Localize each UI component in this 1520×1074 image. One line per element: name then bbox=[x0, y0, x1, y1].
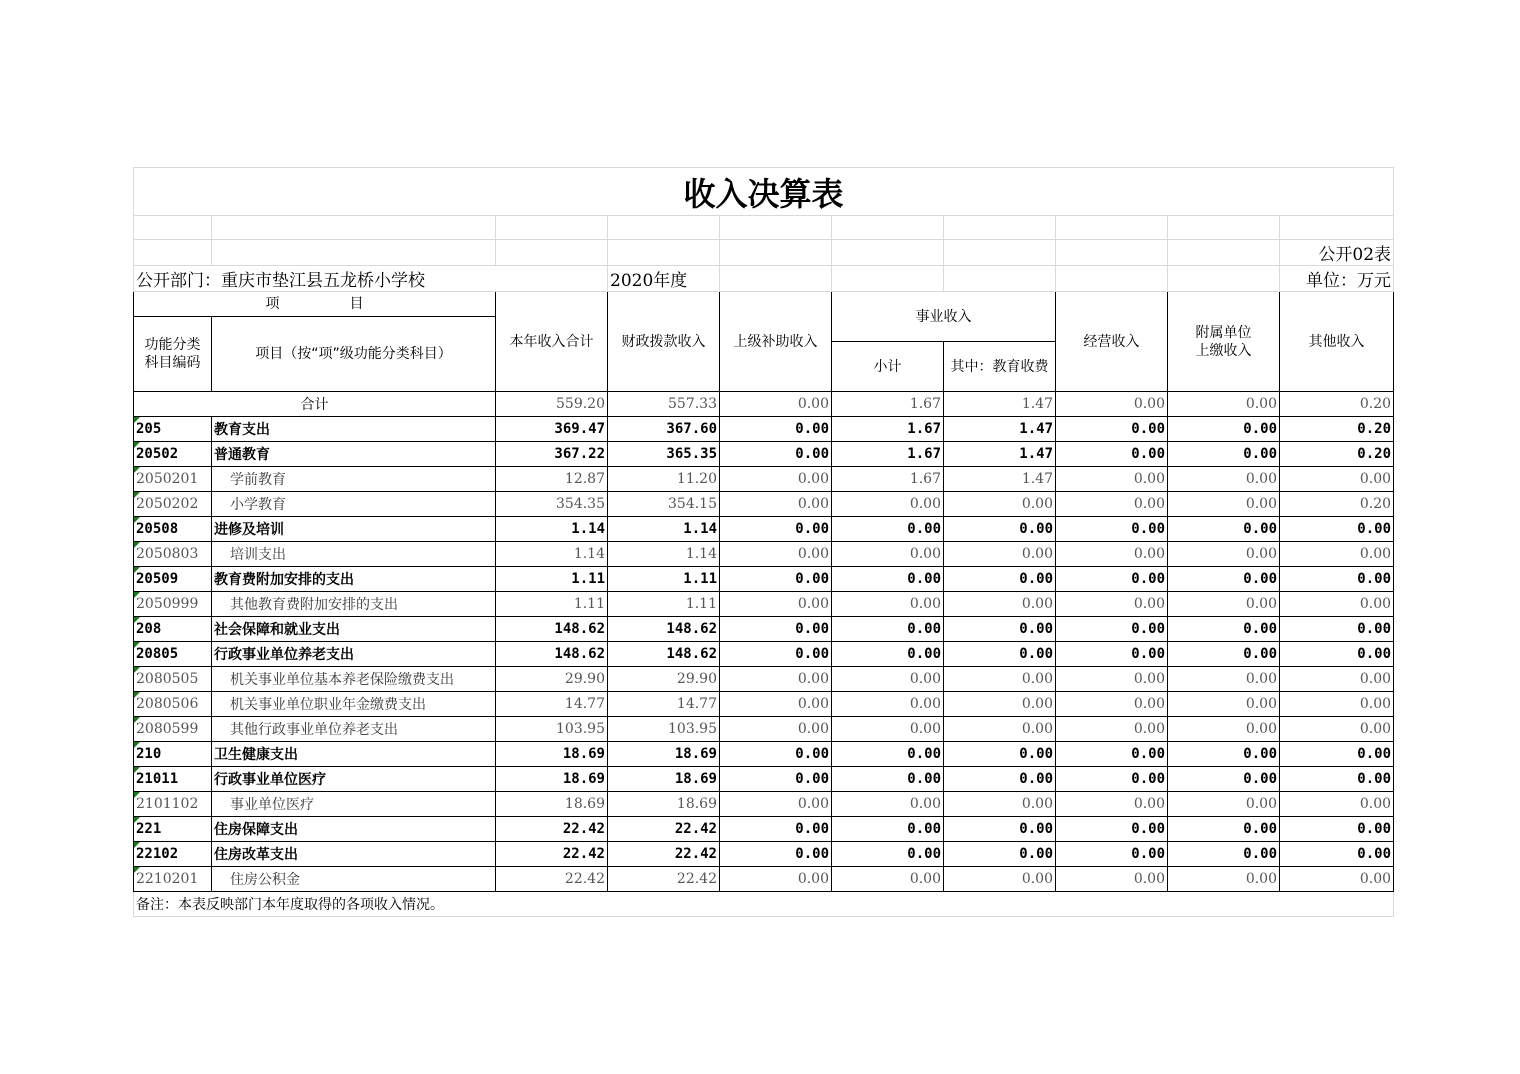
row-cell: 0.00 bbox=[720, 817, 832, 842]
row-cell: 0.00 bbox=[720, 417, 832, 442]
row-cell: 12.87 bbox=[496, 467, 608, 492]
row-cell: 0.00 bbox=[1168, 642, 1280, 667]
table-row bbox=[134, 842, 1394, 867]
header-business: 事业收入 bbox=[832, 292, 1056, 342]
row-cell: 1.14 bbox=[608, 542, 720, 567]
row-cell: 0.00 bbox=[1168, 467, 1280, 492]
row-cell: 29.90 bbox=[496, 667, 608, 692]
row-name: 住房保障支出 bbox=[212, 817, 496, 842]
row-cell: 0.00 bbox=[944, 617, 1056, 642]
row-code bbox=[134, 467, 212, 492]
row-code-text: 20805 bbox=[136, 646, 179, 662]
header-code: 功能分类科目编码 bbox=[134, 317, 212, 392]
row-cell: 0.00 bbox=[1056, 617, 1168, 642]
row-cell: 0.00 bbox=[1280, 517, 1394, 542]
table-row bbox=[134, 617, 1394, 642]
row-cell: 1.11 bbox=[608, 567, 720, 592]
row-code-text: 205 bbox=[136, 421, 162, 437]
row-cell: 0.00 bbox=[944, 642, 1056, 667]
row-code bbox=[134, 567, 212, 592]
row-cell: 0.00 bbox=[1280, 567, 1394, 592]
row-cell: 103.95 bbox=[608, 717, 720, 742]
row-name: 机关事业单位职业年金缴费支出 bbox=[212, 692, 496, 717]
row-cell: 18.69 bbox=[608, 767, 720, 792]
row-cell: 0.00 bbox=[832, 867, 944, 892]
row-cell: 0.00 bbox=[1280, 667, 1394, 692]
row-cell: 0.00 bbox=[832, 767, 944, 792]
row-cell: 0.00 bbox=[1168, 692, 1280, 717]
row-cell: 0.00 bbox=[1168, 792, 1280, 817]
row-cell: 0.00 bbox=[1168, 867, 1280, 892]
cell-marker-icon bbox=[134, 817, 140, 823]
row-cell: 0.00 bbox=[944, 817, 1056, 842]
row-cell: 0.00 bbox=[1056, 792, 1168, 817]
row-code bbox=[134, 642, 212, 667]
row-cell: 0.00 bbox=[720, 442, 832, 467]
row-cell: 22.42 bbox=[608, 867, 720, 892]
row-code-text: 20502 bbox=[136, 446, 179, 462]
table-row bbox=[134, 467, 1394, 492]
row-code-text: 20509 bbox=[136, 571, 179, 587]
row-cell: 0.00 bbox=[1056, 742, 1168, 767]
row-cell: 22.42 bbox=[608, 817, 720, 842]
row-code-text: 21011 bbox=[136, 771, 179, 787]
row-cell: 0.00 bbox=[944, 567, 1056, 592]
row-cell: 0.00 bbox=[832, 617, 944, 642]
row-cell: 0.00 bbox=[720, 717, 832, 742]
row-cell: 0.00 bbox=[944, 717, 1056, 742]
row-cell: 22.42 bbox=[496, 842, 608, 867]
row-cell: 1.11 bbox=[608, 592, 720, 617]
row-cell: 0.00 bbox=[1056, 542, 1168, 567]
row-cell: 0.00 bbox=[832, 492, 944, 517]
row-cell: 148.62 bbox=[496, 617, 608, 642]
row-cell: 0.00 bbox=[1056, 842, 1168, 867]
row-cell: 22.42 bbox=[496, 817, 608, 842]
row-cell: 0.00 bbox=[1056, 767, 1168, 792]
row-cell: 0.00 bbox=[944, 692, 1056, 717]
cell-marker-icon bbox=[134, 717, 140, 723]
row-name: 进修及培训 bbox=[212, 517, 496, 542]
row-cell: 0.00 bbox=[720, 642, 832, 667]
row-name: 行政事业单位医疗 bbox=[212, 767, 496, 792]
row-cell: 0.00 bbox=[944, 667, 1056, 692]
row-cell: 0.00 bbox=[1280, 717, 1394, 742]
row-cell: 0.00 bbox=[1056, 692, 1168, 717]
row-cell: 365.35 bbox=[608, 442, 720, 467]
row-name: 其他行政事业单位养老支出 bbox=[212, 717, 496, 742]
cell-marker-icon bbox=[134, 442, 140, 448]
table-row bbox=[134, 717, 1394, 742]
header-superior: 上级补助收入 bbox=[720, 292, 832, 392]
row-cell: 0.00 bbox=[1168, 617, 1280, 642]
row-cell: 0.00 bbox=[1280, 867, 1394, 892]
row-cell: 0.00 bbox=[944, 492, 1056, 517]
row-code bbox=[134, 717, 212, 742]
row-cell: 0.00 bbox=[944, 742, 1056, 767]
row-cell: 0.00 bbox=[1280, 842, 1394, 867]
total-cell: 1.47 bbox=[944, 392, 1056, 417]
header-total: 本年收入合计 bbox=[496, 292, 608, 392]
row-code bbox=[134, 592, 212, 617]
cell-marker-icon bbox=[134, 792, 140, 798]
row-cell: 11.20 bbox=[608, 467, 720, 492]
row-code-text: 2101102 bbox=[136, 796, 199, 812]
cell-marker-icon bbox=[134, 492, 140, 498]
department-label: 公开部门：重庆市垫江县五龙桥小学校 bbox=[134, 266, 608, 292]
row-cell: 0.00 bbox=[720, 467, 832, 492]
cell-marker-icon bbox=[134, 642, 140, 648]
row-cell: 0.00 bbox=[1168, 717, 1280, 742]
header-subtotal: 小计 bbox=[832, 342, 944, 392]
row-cell: 369.47 bbox=[496, 417, 608, 442]
row-cell: 0.20 bbox=[1280, 492, 1394, 517]
cell-marker-icon bbox=[134, 842, 140, 848]
table-row bbox=[134, 642, 1394, 667]
row-cell: 0.00 bbox=[832, 592, 944, 617]
row-cell: 14.77 bbox=[608, 692, 720, 717]
row-name: 教育支出 bbox=[212, 417, 496, 442]
footnote: 备注：本表反映部门本年度取得的各项收入情况。 bbox=[134, 892, 1394, 917]
row-code bbox=[134, 742, 212, 767]
row-code bbox=[134, 517, 212, 542]
cell-marker-icon bbox=[134, 592, 140, 598]
table-row bbox=[134, 767, 1394, 792]
row-cell: 0.00 bbox=[1056, 717, 1168, 742]
row-name: 普通教育 bbox=[212, 442, 496, 467]
row-cell: 1.14 bbox=[496, 542, 608, 567]
header-operating: 经营收入 bbox=[1056, 292, 1168, 392]
row-cell: 0.00 bbox=[832, 742, 944, 767]
row-cell: 1.14 bbox=[608, 517, 720, 542]
row-cell: 367.22 bbox=[496, 442, 608, 467]
cell-marker-icon bbox=[134, 517, 140, 523]
row-cell: 18.69 bbox=[608, 792, 720, 817]
row-cell: 0.00 bbox=[720, 742, 832, 767]
row-cell: 0.20 bbox=[1280, 442, 1394, 467]
row-cell: 0.00 bbox=[1280, 592, 1394, 617]
unit-label: 单位：万元 bbox=[1280, 266, 1394, 292]
row-code-text: 2080506 bbox=[136, 696, 199, 712]
row-cell: 0.20 bbox=[1280, 417, 1394, 442]
row-code bbox=[134, 792, 212, 817]
row-cell: 0.00 bbox=[1056, 442, 1168, 467]
row-cell: 18.69 bbox=[496, 792, 608, 817]
row-code-text: 2050201 bbox=[136, 471, 199, 487]
row-cell: 0.00 bbox=[1056, 417, 1168, 442]
row-cell: 18.69 bbox=[496, 767, 608, 792]
income-table bbox=[133, 167, 1394, 917]
table-row bbox=[134, 742, 1394, 767]
row-code bbox=[134, 692, 212, 717]
row-cell: 0.00 bbox=[1168, 417, 1280, 442]
row-cell: 0.00 bbox=[1168, 842, 1280, 867]
row-code-text: 210 bbox=[136, 746, 162, 762]
row-cell: 0.00 bbox=[1056, 667, 1168, 692]
page-title: 收入决算表 bbox=[134, 168, 1394, 216]
total-cell: 0.00 bbox=[720, 392, 832, 417]
cell-marker-icon bbox=[134, 742, 140, 748]
row-cell: 18.69 bbox=[608, 742, 720, 767]
table-row bbox=[134, 817, 1394, 842]
row-code bbox=[134, 617, 212, 642]
row-cell: 0.00 bbox=[832, 642, 944, 667]
row-code-text: 2210201 bbox=[136, 871, 199, 887]
row-name: 小学教育 bbox=[212, 492, 496, 517]
row-code-text: 2050803 bbox=[136, 546, 199, 562]
row-cell: 0.00 bbox=[720, 867, 832, 892]
row-code bbox=[134, 867, 212, 892]
cell-marker-icon bbox=[134, 767, 140, 773]
cell-marker-icon bbox=[134, 692, 140, 698]
row-cell: 0.00 bbox=[720, 517, 832, 542]
row-cell: 0.00 bbox=[832, 567, 944, 592]
row-cell: 0.00 bbox=[832, 792, 944, 817]
header-other: 其他收入 bbox=[1280, 292, 1394, 392]
row-cell: 0.00 bbox=[720, 767, 832, 792]
row-cell: 0.00 bbox=[832, 517, 944, 542]
row-name: 住房改革支出 bbox=[212, 842, 496, 867]
row-cell: 1.47 bbox=[944, 417, 1056, 442]
row-cell: 0.00 bbox=[832, 667, 944, 692]
row-cell: 0.00 bbox=[1056, 817, 1168, 842]
table-row bbox=[134, 867, 1394, 892]
table-row bbox=[134, 692, 1394, 717]
row-cell: 0.00 bbox=[1056, 642, 1168, 667]
row-cell: 0.00 bbox=[720, 667, 832, 692]
row-cell: 0.00 bbox=[1280, 767, 1394, 792]
row-cell: 1.67 bbox=[832, 417, 944, 442]
row-name: 住房公积金 bbox=[212, 867, 496, 892]
row-cell: 1.47 bbox=[944, 467, 1056, 492]
row-cell: 0.00 bbox=[1280, 792, 1394, 817]
row-cell: 0.00 bbox=[1168, 767, 1280, 792]
row-cell: 0.00 bbox=[1056, 567, 1168, 592]
row-cell: 18.69 bbox=[496, 742, 608, 767]
header-fiscal: 财政拨款收入 bbox=[608, 292, 720, 392]
total-label: 合计 bbox=[134, 392, 496, 417]
row-cell: 0.00 bbox=[944, 542, 1056, 567]
table-row bbox=[134, 442, 1394, 467]
row-name: 事业单位医疗 bbox=[212, 792, 496, 817]
cell-marker-icon bbox=[134, 567, 140, 573]
header-name: 项目（按“项”级功能分类科目） bbox=[212, 317, 496, 392]
row-code bbox=[134, 842, 212, 867]
row-cell: 0.00 bbox=[1056, 867, 1168, 892]
total-cell: 559.20 bbox=[496, 392, 608, 417]
row-cell: 0.00 bbox=[1168, 567, 1280, 592]
row-cell: 1.11 bbox=[496, 567, 608, 592]
row-cell: 0.00 bbox=[720, 567, 832, 592]
cell-marker-icon bbox=[134, 667, 140, 673]
row-code-text: 208 bbox=[136, 621, 162, 637]
row-cell: 0.00 bbox=[1280, 742, 1394, 767]
row-cell: 0.00 bbox=[1056, 492, 1168, 517]
row-cell: 0.00 bbox=[944, 592, 1056, 617]
row-cell: 14.77 bbox=[496, 692, 608, 717]
row-code-text: 2080599 bbox=[136, 721, 199, 737]
row-cell: 0.00 bbox=[1056, 517, 1168, 542]
row-code bbox=[134, 817, 212, 842]
row-cell: 0.00 bbox=[1168, 442, 1280, 467]
row-cell: 29.90 bbox=[608, 667, 720, 692]
row-code bbox=[134, 767, 212, 792]
row-cell: 0.00 bbox=[1280, 542, 1394, 567]
table-row bbox=[134, 542, 1394, 567]
header-edu-fee: 其中：教育收费 bbox=[944, 342, 1056, 392]
total-cell: 1.67 bbox=[832, 392, 944, 417]
row-cell: 0.00 bbox=[1168, 542, 1280, 567]
row-code bbox=[134, 492, 212, 517]
row-cell: 148.62 bbox=[608, 617, 720, 642]
row-cell: 0.00 bbox=[1280, 642, 1394, 667]
row-cell: 0.00 bbox=[1168, 817, 1280, 842]
row-cell: 0.00 bbox=[944, 842, 1056, 867]
table-row bbox=[134, 792, 1394, 817]
total-cell: 0.00 bbox=[1056, 392, 1168, 417]
row-cell: 0.00 bbox=[720, 492, 832, 517]
row-name: 教育费附加安排的支出 bbox=[212, 567, 496, 592]
row-cell: 0.00 bbox=[720, 592, 832, 617]
row-cell: 0.00 bbox=[944, 867, 1056, 892]
row-cell: 103.95 bbox=[496, 717, 608, 742]
row-code-text: 20508 bbox=[136, 521, 179, 537]
row-cell: 0.00 bbox=[720, 542, 832, 567]
row-code-text: 2050202 bbox=[136, 496, 199, 512]
row-cell: 148.62 bbox=[608, 642, 720, 667]
row-cell: 0.00 bbox=[1280, 692, 1394, 717]
cell-marker-icon bbox=[134, 467, 140, 473]
row-name: 社会保障和就业支出 bbox=[212, 617, 496, 642]
cell-marker-icon bbox=[134, 867, 140, 873]
row-cell: 0.00 bbox=[944, 792, 1056, 817]
total-cell: 0.20 bbox=[1280, 392, 1394, 417]
row-cell: 1.11 bbox=[496, 592, 608, 617]
income-final-accounts-sheet bbox=[133, 167, 1393, 917]
row-cell: 0.00 bbox=[1168, 667, 1280, 692]
row-cell: 0.00 bbox=[832, 717, 944, 742]
row-name: 学前教育 bbox=[212, 467, 496, 492]
form-code: 公开02表 bbox=[1280, 240, 1394, 266]
row-cell: 0.00 bbox=[944, 517, 1056, 542]
year-label: 2020年度 bbox=[608, 266, 720, 292]
row-cell: 354.35 bbox=[496, 492, 608, 517]
row-name: 机关事业单位基本养老保险缴费支出 bbox=[212, 667, 496, 692]
row-cell: 0.00 bbox=[1280, 617, 1394, 642]
row-code bbox=[134, 442, 212, 467]
row-cell: 22.42 bbox=[608, 842, 720, 867]
row-cell: 1.14 bbox=[496, 517, 608, 542]
row-code-text: 221 bbox=[136, 821, 162, 837]
header-item: 项 目 bbox=[134, 292, 496, 317]
total-cell: 0.00 bbox=[1168, 392, 1280, 417]
spacer-row bbox=[134, 216, 1394, 240]
row-cell: 0.00 bbox=[1168, 492, 1280, 517]
row-code-text: 2080505 bbox=[136, 671, 199, 687]
row-code bbox=[134, 417, 212, 442]
table-row bbox=[134, 517, 1394, 542]
table-row bbox=[134, 492, 1394, 517]
total-cell: 557.33 bbox=[608, 392, 720, 417]
row-cell: 148.62 bbox=[496, 642, 608, 667]
row-cell: 0.00 bbox=[944, 767, 1056, 792]
table-row bbox=[134, 592, 1394, 617]
row-code-text: 2050999 bbox=[136, 596, 199, 612]
row-cell: 0.00 bbox=[832, 817, 944, 842]
row-cell: 0.00 bbox=[1280, 817, 1394, 842]
row-name: 卫生健康支出 bbox=[212, 742, 496, 767]
row-cell: 354.15 bbox=[608, 492, 720, 517]
row-cell: 0.00 bbox=[1168, 742, 1280, 767]
row-cell: 0.00 bbox=[720, 617, 832, 642]
total-row bbox=[134, 392, 1394, 417]
row-cell: 1.47 bbox=[944, 442, 1056, 467]
row-name: 培训支出 bbox=[212, 542, 496, 567]
row-cell: 0.00 bbox=[720, 792, 832, 817]
cell-marker-icon bbox=[134, 417, 140, 423]
row-cell: 0.00 bbox=[1056, 592, 1168, 617]
row-cell: 0.00 bbox=[832, 692, 944, 717]
cell-marker-icon bbox=[134, 542, 140, 548]
row-cell: 1.67 bbox=[832, 467, 944, 492]
row-cell: 0.00 bbox=[720, 842, 832, 867]
row-cell: 0.00 bbox=[1168, 592, 1280, 617]
header-affiliated: 附属单位上缴收入 bbox=[1168, 292, 1280, 392]
row-cell: 0.00 bbox=[832, 542, 944, 567]
table-row bbox=[134, 567, 1394, 592]
row-cell: 0.00 bbox=[1056, 467, 1168, 492]
row-cell: 0.00 bbox=[832, 842, 944, 867]
row-name: 其他教育费附加安排的支出 bbox=[212, 592, 496, 617]
row-cell: 367.60 bbox=[608, 417, 720, 442]
row-cell: 0.00 bbox=[1280, 467, 1394, 492]
row-code-text: 22102 bbox=[136, 846, 179, 862]
cell-marker-icon bbox=[134, 617, 140, 623]
row-code bbox=[134, 667, 212, 692]
row-cell: 1.67 bbox=[832, 442, 944, 467]
table-row bbox=[134, 667, 1394, 692]
row-name: 行政事业单位养老支出 bbox=[212, 642, 496, 667]
row-cell: 0.00 bbox=[1168, 517, 1280, 542]
row-code bbox=[134, 542, 212, 567]
row-cell: 0.00 bbox=[720, 692, 832, 717]
table-row bbox=[134, 417, 1394, 442]
row-cell: 22.42 bbox=[496, 867, 608, 892]
